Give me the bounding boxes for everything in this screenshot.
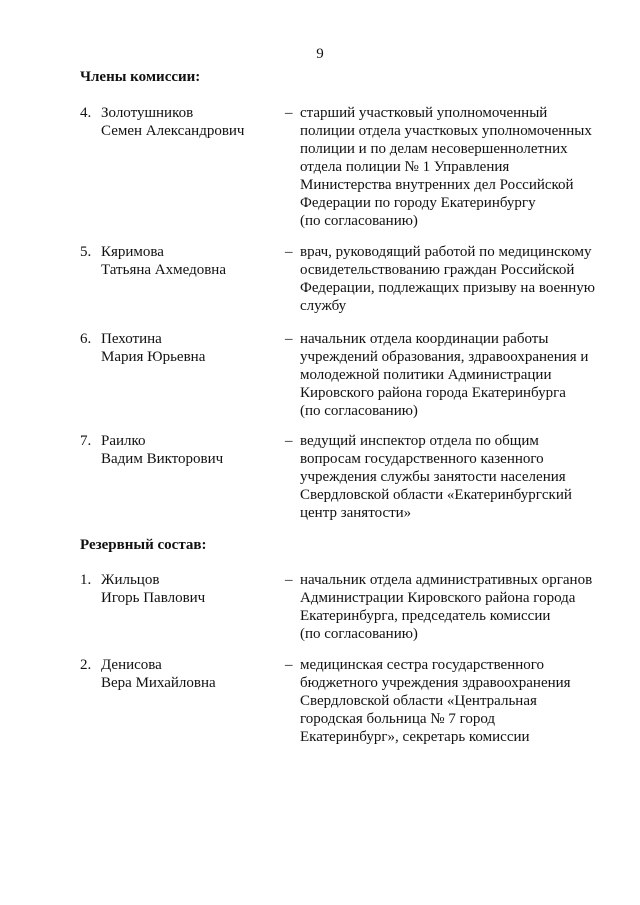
entry-description	[300, 432, 612, 522]
description-line: Федерации по городу Екатеринбургу	[300, 195, 536, 211]
entry-surname: Кяримова	[101, 244, 164, 260]
entry-number: 1.	[80, 572, 92, 588]
entry-given-name: Вадим Викторович	[101, 451, 224, 467]
description-line: учреждений образования, здравоохранения и	[300, 349, 589, 365]
description-line: врач, руководящий работой по медицинскому	[300, 244, 592, 260]
description-line: Свердловской области «Центральная	[300, 693, 537, 709]
entry-dash: –	[285, 244, 293, 260]
entry-dash: –	[285, 105, 293, 121]
description-line: медицинская сестра государственного	[300, 657, 545, 673]
section-title-reserve: Резервный состав:	[80, 537, 207, 553]
description-line: Екатеринбург», секретарь комиссии	[300, 729, 530, 745]
section-title-members: Члены комиссии:	[80, 69, 201, 85]
entry-surname: Жильцов	[101, 572, 160, 588]
entry-description	[300, 104, 612, 230]
entry-description	[300, 571, 612, 643]
entry-given-name: Семен Александрович	[101, 123, 245, 139]
description-line: Министерства внутренних дел Российской	[300, 177, 574, 193]
description-line: Кировского района города Екатеринбурга	[300, 385, 566, 401]
description-line: начальник отдела координации работы	[300, 331, 549, 347]
description-line: Администрации Кировского района города	[300, 590, 576, 606]
entry-dash: –	[285, 572, 293, 588]
description-line: центр занятости»	[300, 505, 412, 521]
entry-number: 4.	[80, 105, 92, 121]
description-line: освидетельствованию граждан Российской	[300, 262, 575, 278]
entry-given-name: Игорь Павлович	[101, 590, 206, 606]
entry-name	[101, 330, 291, 366]
entry-surname: Пехотина	[101, 331, 162, 347]
description-line: начальник отдела административных органов	[300, 572, 593, 588]
description-line: полиции отдела участковых уполномоченных	[300, 123, 592, 139]
description-line: (по согласованию)	[300, 626, 418, 642]
description-line: полиции и по делам несовершеннолетних	[300, 141, 568, 157]
description-line: вопросам государственного казенного	[300, 451, 544, 467]
description-line: (по согласованию)	[300, 403, 418, 419]
entry-name	[101, 432, 291, 468]
description-line: Федерации, подлежащих призыву на военную	[300, 280, 595, 296]
description-line: учреждения службы занятости населения	[300, 469, 566, 485]
entry-name	[101, 243, 291, 279]
entry-surname: Раилко	[101, 433, 146, 449]
entry-given-name: Вера Михайловна	[101, 675, 216, 691]
entry-description	[300, 243, 612, 315]
entry-number: 5.	[80, 244, 92, 260]
description-line: ведущий инспектор отдела по общим	[300, 433, 539, 449]
description-line: отдела полиции № 1 Управления	[300, 159, 510, 175]
entry-dash: –	[285, 657, 293, 673]
description-line: городская больница № 7 город	[300, 711, 496, 727]
entry-given-name: Татьяна Ахмедовна	[101, 262, 226, 278]
entry-dash: –	[285, 331, 293, 347]
entry-number: 7.	[80, 433, 92, 449]
entry-dash: –	[285, 433, 293, 449]
entry-number: 6.	[80, 331, 92, 347]
description-line: службу	[300, 298, 347, 314]
description-line: Свердловской области «Екатеринбургский	[300, 487, 572, 503]
entry-name	[101, 656, 291, 692]
entry-surname: Золотушников	[101, 105, 194, 121]
description-line: Екатеринбурга, председатель комиссии	[300, 608, 551, 624]
description-line: старший участковый уполномоченный	[300, 105, 548, 121]
entry-given-name: Мария Юрьевна	[101, 349, 206, 365]
description-line: (по согласованию)	[300, 213, 418, 229]
entry-name	[101, 104, 291, 140]
description-line: бюджетного учреждения здравоохранения	[300, 675, 571, 691]
entry-number: 2.	[80, 657, 92, 673]
description-line: молодежной политики Администрации	[300, 367, 552, 383]
entry-description	[300, 330, 612, 420]
page-number: 9	[316, 46, 324, 62]
entry-name	[101, 571, 291, 607]
entry-description	[300, 656, 612, 746]
entry-surname: Денисова	[101, 657, 162, 673]
